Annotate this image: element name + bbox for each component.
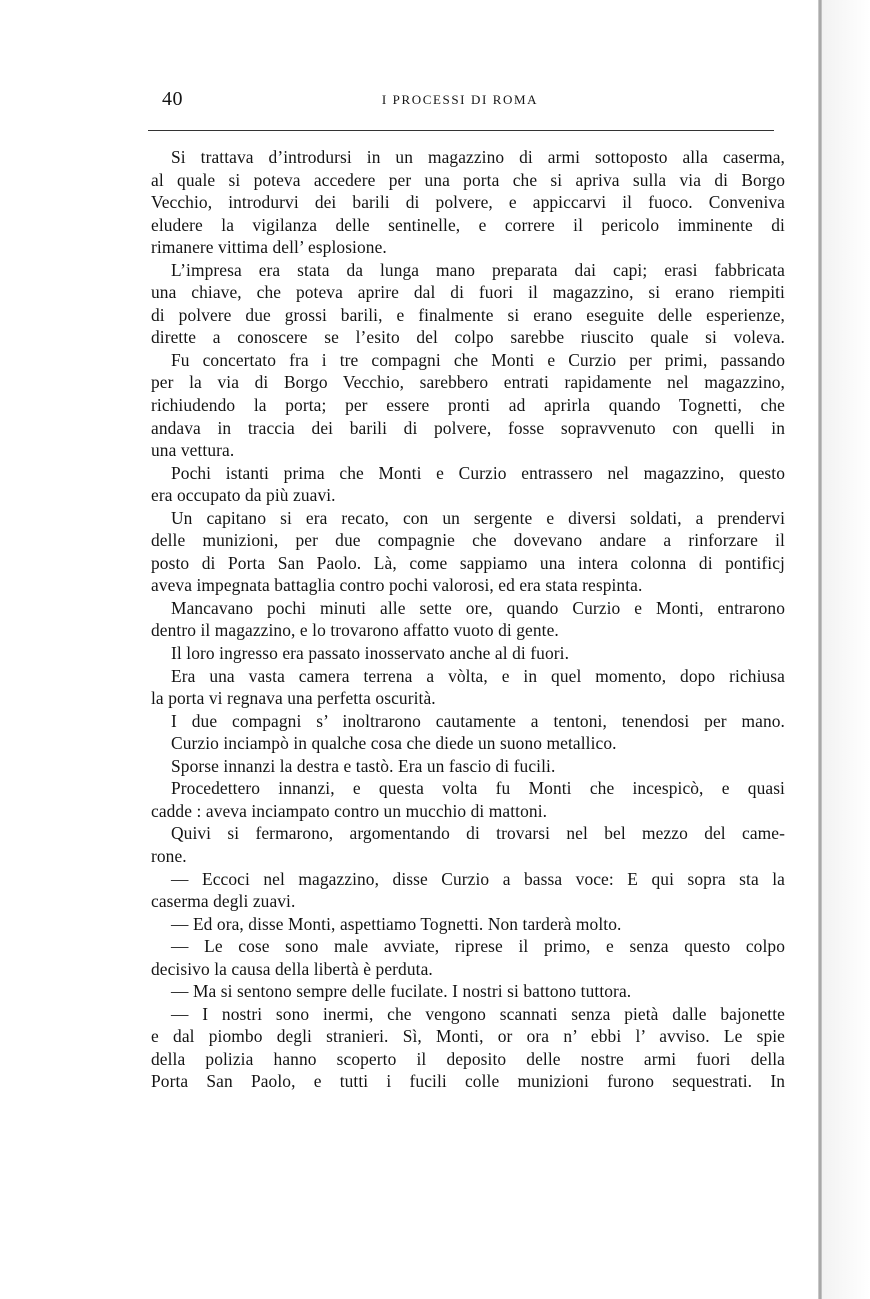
text-line: Curzio inciampò in qualche cosa che diede un suono metallico. <box>171 733 617 754</box>
text-line: caserma degli zuavi. <box>151 891 296 912</box>
text-line: I due compagni s’ inoltrarono cautamente a tentoni, tenendosi per mano. <box>171 710 785 731</box>
text-line: al quale si poteva accedere per una porta che si apriva sulla via di Borgo <box>151 169 785 190</box>
text-line: richiudendo la porta; per essere pronti ad aprirla quando Tognetti, che <box>151 395 785 416</box>
body-text <box>151 146 785 1093</box>
text-line: Il loro ingresso era passato inosservato anche al di fuori. <box>171 643 570 664</box>
text-line: — Le cose sono male avviate, riprese il primo, e senza questo colpo <box>171 936 785 957</box>
text-line: Pochi istanti prima che Monti e Curzio entrassero nel magazzino, questo <box>171 462 785 483</box>
text-line: Sporse innanzi la destra e tastò. Era un fascio di fucili. <box>171 755 556 776</box>
text-line: dirette a conoscere se l’esito del colpo sarebbe riuscito quale si voleva. <box>151 327 785 348</box>
running-title: I PROCESSI DI ROMA <box>381 92 539 107</box>
text-line: Procedettero innanzi, e questa volta fu Monti che incespicò, e quasi <box>171 778 785 799</box>
text-line: Vecchio, introdurvi dei barili di polvere, e appiccarvi il fuoco. Conveniva <box>151 192 785 213</box>
text-line: Mancavano pochi minuti alle sette ore, quando Curzio e Monti, entrarono <box>171 597 785 618</box>
page-number: 40 <box>162 88 183 110</box>
text-line: Porta San Paolo, e tutti i fucili colle munizioni furono sequestrati. In <box>151 1071 785 1092</box>
text-line: e dal piombo degli stranieri. Sì, Monti, or ora n’ ebbi l’ avviso. Le spie <box>151 1026 785 1047</box>
text-line: eludere la vigilanza delle sentinelle, e correre il pericolo imminente di <box>151 214 785 235</box>
text-line: Quivi si fermarono, argomentando di trovarsi nel bel mezzo del came- <box>171 823 785 844</box>
text-line: rimanere vittima dell’ esplosione. <box>151 237 387 258</box>
text-line: andava in traccia dei barili di polvere, fosse sopravvenuto con quelli in <box>151 417 785 438</box>
text-line: rone. <box>151 845 187 866</box>
text-line: dentro il magazzino, e lo trovarono affatto vuoto di gente. <box>151 620 559 641</box>
text-line: — Eccoci nel magazzino, disse Curzio a bassa voce: E qui sopra sta la <box>171 868 785 889</box>
text-line: la porta vi regnava una perfetta oscurità. <box>151 688 436 709</box>
text-line: per la via di Borgo Vecchio, sarebbero entrati rapidamente nel magazzino, <box>151 372 785 393</box>
text-line: Un capitano si era recato, con un sergente e diversi soldati, a prendervi <box>171 507 785 528</box>
text-line: della polizia hanno scoperto il deposito delle nostre armi fuori della <box>151 1048 785 1069</box>
header-rule <box>148 130 774 131</box>
running-head <box>148 88 772 116</box>
text-line: delle munizioni, per due compagnie che dovevano andare a rinforzare il <box>151 530 785 551</box>
text-line: — Ed ora, disse Monti, aspettiamo Tognetti. Non tarderà molto. <box>171 913 622 934</box>
text-line: aveva impegnata battaglia contro pochi valorosi, ed era stata respinta. <box>151 575 643 596</box>
text-line: Fu concertato fra i tre compagni che Monti e Curzio per primi, passando <box>171 349 785 370</box>
text-line: era occupato da più zuavi. <box>151 485 336 506</box>
text-line: L’impresa era stata da lunga mano preparata dai capi; erasi fabbricata <box>171 259 785 280</box>
text-line: una chiave, che poteva aprire dal di fuori il magazzino, si erano riempiti <box>151 282 785 303</box>
text-line: — I nostri sono inermi, che vengono scannati senza pietà dalle bajonette <box>171 1003 785 1024</box>
text-line: cadde : aveva inciampato contro un mucchio di mattoni. <box>151 800 548 821</box>
text-line: posto di Porta San Paolo. Là, come sappiamo una intera colonna di pontificj <box>151 552 785 573</box>
text-line: decisivo la causa della libertà è perduta. <box>151 958 433 979</box>
text-line: — Ma si sentono sempre delle fucilate. I nostri si battono tuttora. <box>171 981 632 1002</box>
text-line: di polvere due grossi barili, e finalmente si erano eseguite delle esperienze, <box>151 304 785 325</box>
page-edge-shadow <box>822 0 870 1299</box>
text-line: una vettura. <box>151 440 235 461</box>
text-line: Si trattava d’introdursi in un magazzino di armi sottoposto alla caserma, <box>171 147 785 167</box>
text-line: Era una vasta camera terrena a vòlta, e in quel momento, dopo richiusa <box>171 665 785 686</box>
